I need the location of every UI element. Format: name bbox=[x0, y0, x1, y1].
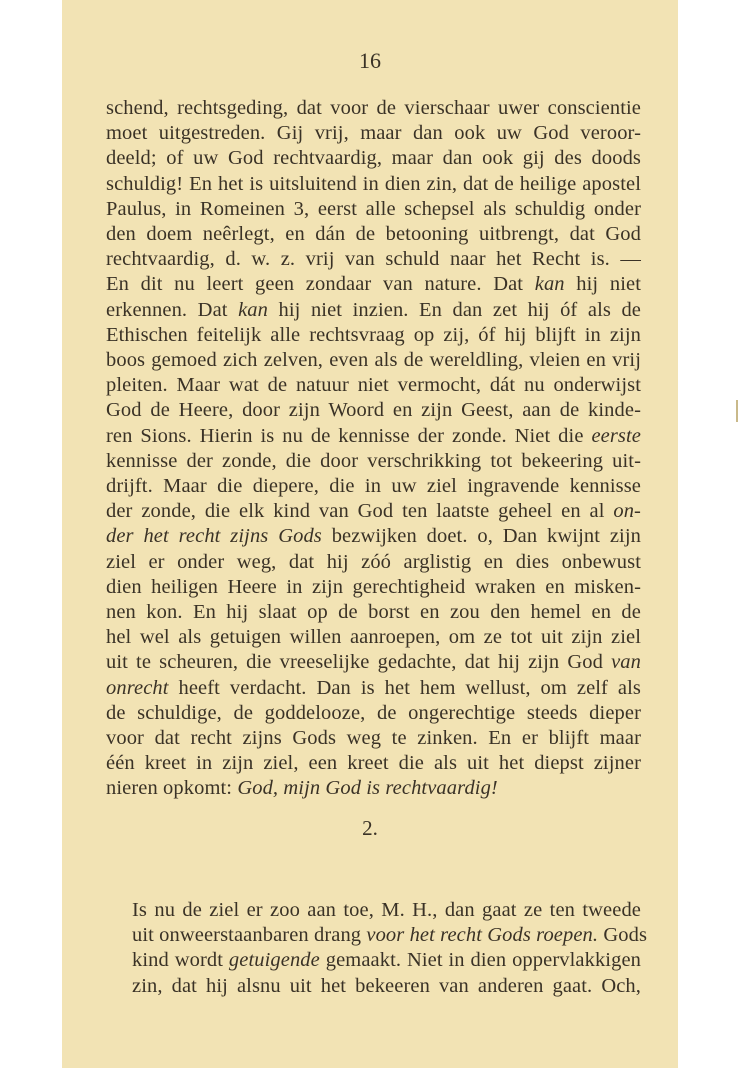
text-run: pleiten. Maar wat de natuur niet vermocht, dát nu onderwijst bbox=[106, 374, 641, 397]
paragraph-1 bbox=[106, 96, 641, 802]
text-line bbox=[106, 676, 641, 701]
paragraph-2 bbox=[106, 898, 648, 999]
text-run: zin, dat hij alsnu uit het bekeeren van anderen gaat. Och, bbox=[132, 974, 641, 997]
text-line bbox=[106, 701, 641, 726]
text-run: hij niet bbox=[564, 273, 642, 296]
italic-text: eerste bbox=[591, 424, 641, 447]
text-run: En dit nu leert geen zondaar van nature. Dat bbox=[106, 273, 535, 296]
text-line bbox=[106, 600, 641, 625]
text-run: uit onweerstaanbaren drang bbox=[132, 924, 367, 947]
text-line bbox=[106, 197, 641, 222]
text-run: drijft. Maar die diepere, die in uw ziel ingravende kennisse bbox=[106, 475, 641, 498]
text-run: gemaakt. Niet in dien oppervlakkigen bbox=[319, 949, 641, 972]
text-run: boos gemoed zich zelven, even als de wereldling, vleien en vrij bbox=[106, 349, 641, 372]
italic-text: kan bbox=[238, 298, 268, 321]
text-line bbox=[106, 948, 641, 973]
text-run: ziel er onder weg, dat hij zóó arglistig en dies onbewust bbox=[106, 550, 641, 573]
text-line bbox=[106, 751, 641, 776]
text-line bbox=[106, 474, 641, 499]
text-run: der zonde, die elk kind van God ten laatste geheel en al bbox=[106, 500, 614, 523]
text-line bbox=[106, 222, 641, 247]
text-run: kind wordt bbox=[132, 949, 229, 972]
italic-text: kan bbox=[534, 273, 565, 296]
text-run: hel wel als getuigen willen aanroepen, om ze tot uit zijn ziel bbox=[106, 626, 641, 649]
text-line bbox=[106, 625, 641, 650]
text-run: uit te scheuren, die vreeselijke gedachte, dat hij zijn God bbox=[106, 651, 612, 674]
text-line bbox=[106, 524, 641, 549]
book-page bbox=[62, 0, 678, 1068]
text-line bbox=[106, 974, 641, 999]
text-line bbox=[106, 776, 641, 801]
italic-text: on- bbox=[613, 500, 641, 523]
text-run: erkennen. Dat bbox=[106, 298, 239, 321]
text-run: moet uitgestreden. Gij vrij, maar dan ook uw God veroor- bbox=[106, 122, 641, 145]
text-line bbox=[106, 449, 641, 474]
text-run: deeld; of uw God rechtvaardig, maar dan ook gij des doods bbox=[106, 147, 641, 170]
text-run: ren Sions. Hierin is nu de kennisse der zonde. Niet die bbox=[106, 424, 592, 447]
text-run: God de Heere, door zijn Woord en zijn Geest, aan de kinde- bbox=[106, 399, 641, 422]
text-line bbox=[106, 121, 641, 146]
text-line bbox=[106, 898, 641, 923]
text-run: heeft verdacht. Dan is het hem wellust, om zelf als bbox=[168, 676, 641, 699]
text-line bbox=[106, 726, 641, 751]
text-line bbox=[106, 424, 641, 449]
text-line bbox=[106, 172, 641, 197]
italic-text: voor het recht Gods roepen. bbox=[366, 924, 599, 947]
text-line bbox=[106, 323, 641, 348]
text-run: den doem neêrlegt, en dán de betooning uitbrengt, dat God bbox=[106, 223, 641, 246]
text-run: schuldig! En het is uitsluitend in dien zin, dat de heilige apostel bbox=[106, 172, 641, 195]
italic-text: God, mijn God is rechtvaardig! bbox=[237, 777, 498, 800]
text-run: één kreet in zijn ziel, een kreet die als uit het diepst zijner bbox=[106, 752, 641, 775]
page-number: 16 bbox=[359, 48, 381, 73]
section-number: 2. bbox=[362, 816, 378, 840]
text-run: Is nu de ziel er zoo aan toe, M. H., dan gaat ze ten tweede bbox=[132, 899, 641, 921]
text-run: schend, rechtsgeding, dat voor de vierschaar uwer conscientie bbox=[106, 97, 641, 119]
text-line bbox=[106, 650, 641, 675]
text-line bbox=[106, 373, 641, 398]
text-line bbox=[106, 96, 641, 121]
text-run: Paulus, in Romeinen 3, eerst alle schepsel als schuldig onder bbox=[106, 197, 641, 220]
text-line bbox=[106, 550, 641, 575]
text-line bbox=[106, 348, 641, 373]
text-line bbox=[106, 575, 641, 600]
text-run: de schuldige, de goddelooze, de ongerechtige steeds dieper bbox=[106, 701, 641, 724]
italic-text: van bbox=[611, 651, 641, 674]
text-run: rechtvaardig, d. w. z. vrij van schuld naar het Recht is. — bbox=[106, 248, 641, 271]
text-line bbox=[106, 272, 641, 297]
text-run: voor dat recht zijns Gods weg te zinken. En er blijft maar bbox=[106, 727, 641, 750]
text-run: nieren opkomt: bbox=[106, 777, 238, 800]
text-run: bezwijken doet. o, Dan kwijnt zijn bbox=[321, 525, 641, 548]
italic-text: onrecht bbox=[106, 676, 169, 699]
italic-text: der het recht zijns Gods bbox=[106, 525, 322, 548]
italic-text: getuigende bbox=[228, 949, 320, 972]
text-line bbox=[106, 146, 641, 171]
text-line bbox=[106, 923, 648, 948]
text-run: Gods bbox=[598, 924, 648, 947]
text-run: kennisse der zonde, die door verschrikking tot bekeering uit- bbox=[106, 449, 641, 472]
text-line bbox=[106, 298, 641, 323]
text-run: dien heiligen Heere in zijn gerechtigheid wraken en misken- bbox=[106, 575, 641, 598]
text-run: Ethischen feitelijk alle rechtsvraag op zij, óf hij blijft in zijn bbox=[106, 323, 641, 346]
text-run: nen kon. En hij slaat op de borst en zou den hemel en de bbox=[106, 601, 641, 624]
text-run: hij niet inzien. En dan zet hij óf als de bbox=[267, 298, 641, 321]
text-line bbox=[106, 499, 641, 524]
text-line bbox=[106, 398, 641, 423]
text-line bbox=[106, 247, 641, 272]
